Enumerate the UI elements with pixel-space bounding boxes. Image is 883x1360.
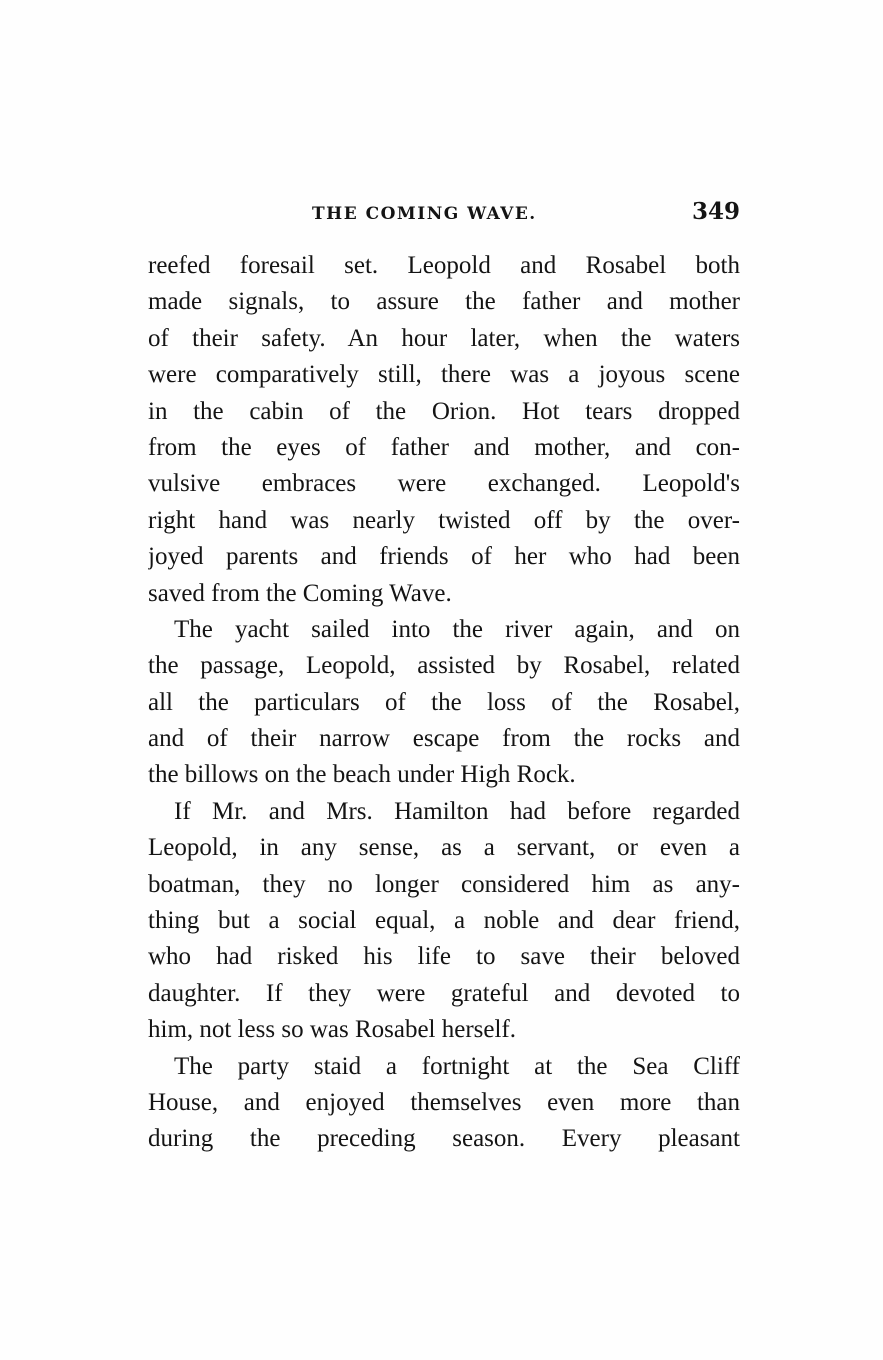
body-text bbox=[148, 248, 740, 1158]
text-line: and of their narrow escape from the rocks and bbox=[148, 725, 740, 753]
text-line: from the eyes of father and mother, and con- bbox=[148, 433, 740, 461]
text-line: daughter. If they were grateful and devoted to bbox=[148, 979, 740, 1007]
running-title: THE COMING WAVE. bbox=[312, 204, 537, 224]
paragraph-start-line: The yacht sailed into the river again, and on bbox=[174, 615, 740, 643]
paragraph-start-line: The party staid a fortnight at the Sea Cliff bbox=[174, 1052, 740, 1080]
paragraph-end-line: the billows on the beach under High Rock. bbox=[148, 761, 576, 789]
text-line: vulsive embraces were exchanged. Leopold's bbox=[148, 470, 740, 498]
page-number: 349 bbox=[691, 198, 740, 225]
text-line: thing but a social equal, a noble and dear friend, bbox=[148, 907, 740, 935]
paragraph-end-line: him, not less so was Rosabel herself. bbox=[148, 1016, 517, 1044]
text-line: during the preceding season. Every pleasant bbox=[148, 1125, 740, 1153]
text-line: boatman, they no longer considered him as any- bbox=[148, 870, 740, 898]
text-line: who had risked his life to save their beloved bbox=[148, 943, 740, 971]
text-line: were comparatively still, there was a joyous scene bbox=[148, 361, 740, 389]
text-line: reefed foresail set. Leopold and Rosabel both bbox=[148, 252, 740, 279]
text-line: all the particulars of the loss of the Rosabel, bbox=[148, 688, 740, 716]
text-line: Leopold, in any sense, as a servant, or even a bbox=[148, 834, 740, 862]
text-line: House, and enjoyed themselves even more than bbox=[148, 1088, 740, 1116]
running-head bbox=[148, 198, 740, 232]
text-line: made signals, to assure the father and mother bbox=[148, 288, 740, 316]
text-line: right hand was nearly twisted off by the over- bbox=[148, 506, 740, 534]
text-line: of their safety. An hour later, when the waters bbox=[148, 324, 740, 352]
paragraph-start-line: If Mr. and Mrs. Hamilton had before regarded bbox=[174, 797, 740, 825]
text-line: in the cabin of the Orion. Hot tears dropped bbox=[148, 397, 740, 425]
paragraph-end-line: saved from the Coming Wave. bbox=[148, 579, 452, 607]
text-line: the passage, Leopold, assisted by Rosabel, related bbox=[148, 652, 740, 680]
text-line: joyed parents and friends of her who had been bbox=[148, 543, 740, 571]
